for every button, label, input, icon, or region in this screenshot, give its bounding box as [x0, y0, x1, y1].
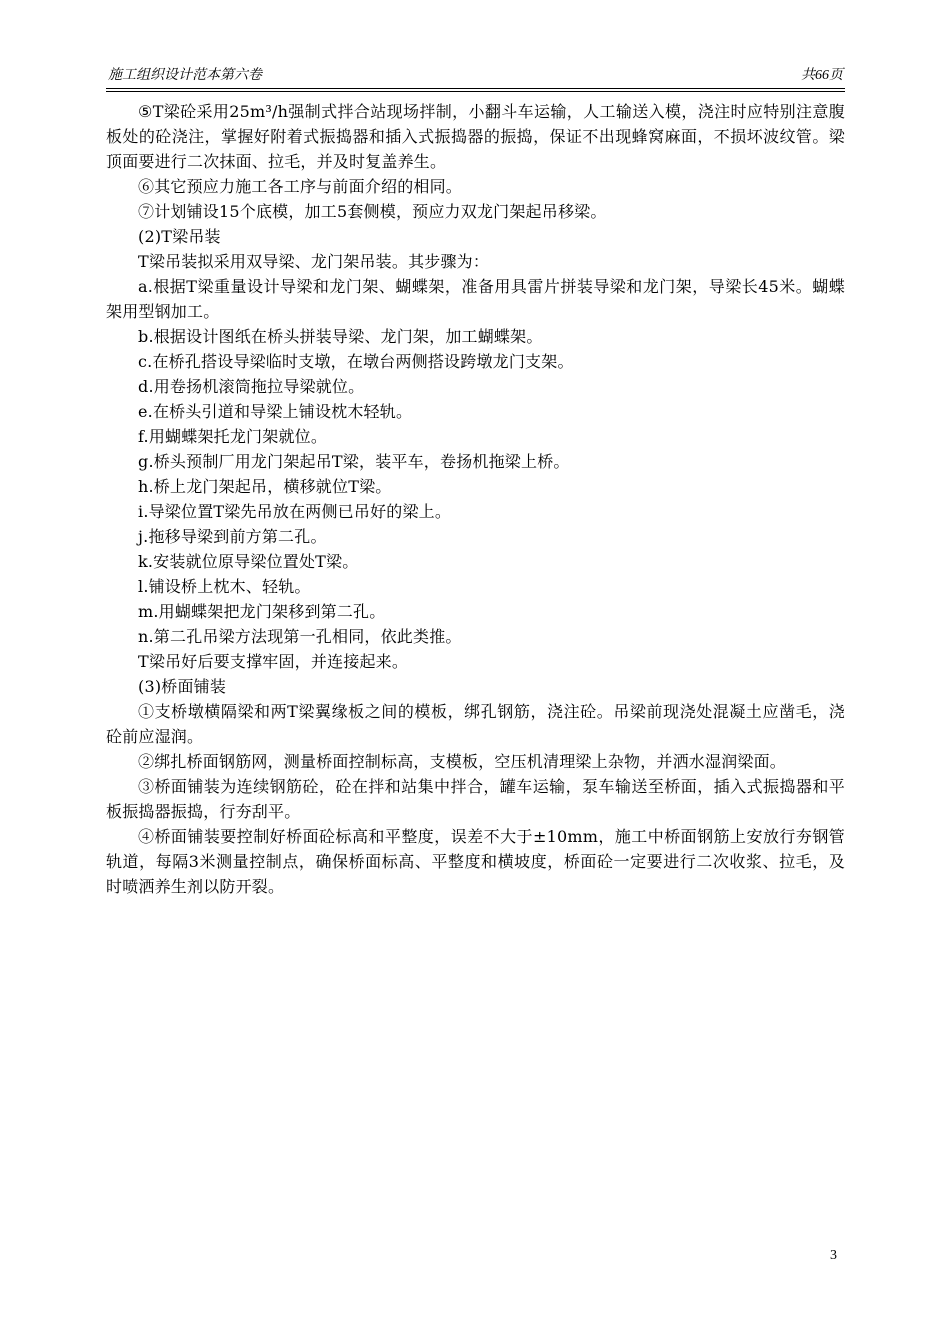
section-heading-deck-paving: (3)桥面铺装 [138, 677, 227, 696]
step-n: n.第二孔吊梁方法现第一孔相同，依此类推。 [138, 627, 462, 646]
paragraph-t-beam-concrete: ⑤T梁砼采用25m³/h强制式拌合站现场拌制，小翻斗车运输，人工输送入模，浇注时应特别注意腹板处的砼浇注，掌握好附着式振捣器和插入式振捣器的振捣，保证不出现蜂窝麻面，不损坏波纹管。梁顶面要进行二次抹面、拉毛，并及时复盖养生。 [106, 102, 845, 171]
step-m: m.用蝴蝶架把龙门架移到第二孔。 [138, 602, 386, 621]
step-c: c.在桥孔搭设导梁临时支墩，在墩台两侧搭设跨墩龙门支架。 [138, 352, 574, 371]
step-l: l.铺设桥上枕木、轻轨。 [138, 577, 311, 596]
paragraph-deck-item-4: ④桥面铺装要控制好桥面砼标高和平整度，误差不大于±10mm，施工中桥面钢筋上安放行夯钢管轨道，每隔3米测量控制点，确保桥面标高、平整度和横坡度，桥面砼一定要进行二次收浆、拉毛，及时喷洒养生剂以防开裂。 [106, 827, 845, 896]
step-i: i.导梁位置T梁先吊放在两侧已吊好的梁上。 [138, 502, 452, 521]
header-rule [106, 91, 845, 92]
paragraph-deck-item-1: ①支桥墩横隔梁和两T梁翼缘板之间的模板，绑孔钢筋，浇注砼。吊梁前现浇处混凝土应凿毛，浇砼前应湿润。 [106, 702, 845, 746]
paragraph-deck-item-3: ③桥面铺装为连续钢筋砼，砼在拌和站集中拌合，罐车运输，泵车输送至桥面，插入式振捣器和平板振捣器振捣，行夯刮平。 [106, 777, 845, 821]
step-b: b.根据设计图纸在桥头拼装导梁、龙门架，加工蝴蝶架。 [138, 327, 543, 346]
paragraph-hoisting-intro: T梁吊装拟采用双导梁、龙门架吊装。其步骤为： [138, 252, 490, 271]
paragraph-hoisting-closing: T梁吊好后要支撑牢固，并连接起来。 [138, 652, 409, 671]
page-number: 3 [830, 1248, 837, 1263]
step-a: a.根据T梁重量设计导梁和龙门架、蝴蝶架，准备用具雷片拼装导梁和龙门架，导梁长45米。蝴蝶架用型钢加工。 [106, 277, 845, 321]
paragraph-prestress-procedures: ⑥其它预应力施工各工序与前面介绍的相同。 [138, 177, 463, 196]
header-document-title: 施工组织设计范本第六卷 [108, 68, 262, 83]
page-header [106, 64, 845, 89]
step-d: d.用卷扬机滚筒拖拉导梁就位。 [138, 377, 365, 396]
paragraph-formwork-plan: ⑦计划铺设15个底模，加工5套侧模，预应力双龙门架起吊移梁。 [138, 202, 607, 221]
step-e: e.在桥头引道和导梁上铺设枕木轻轨。 [138, 402, 413, 421]
paragraph-deck-item-2: ②绑扎桥面钢筋网，测量桥面控制标高，支模板，空压机清理梁上杂物，并洒水湿润梁面。 [138, 752, 787, 771]
document-body [106, 99, 845, 899]
section-heading-t-beam-hoisting: (2)T梁吊装 [138, 227, 221, 246]
header-page-total: 共66页 [801, 68, 843, 83]
step-j: j.拖移导梁到前方第二孔。 [138, 527, 327, 546]
step-k: k.安装就位原导梁位置处T梁。 [138, 552, 359, 571]
step-f: f.用蝴蝶架托龙门架就位。 [138, 427, 328, 446]
step-g: g.桥头预制厂用龙门架起吊T梁，装平车，卷扬机拖梁上桥。 [138, 452, 570, 471]
step-h: h.桥上龙门架起吊，横移就位T梁。 [138, 477, 392, 496]
